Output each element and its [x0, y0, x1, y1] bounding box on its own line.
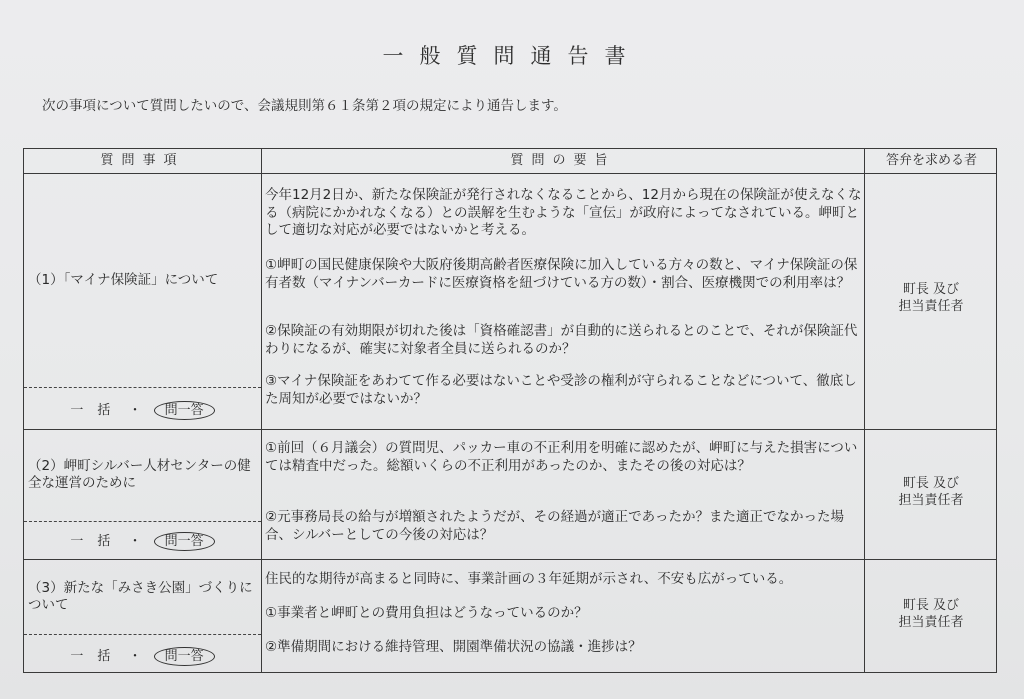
- column-divider: [261, 149, 262, 672]
- format-left: 一括: [70, 403, 125, 418]
- respondent-3: [864, 597, 998, 631]
- format-circled-option: 問一答: [154, 401, 215, 420]
- format-circled-option: 問一答: [154, 647, 215, 666]
- row3-paragraph-intro: 住民的な期待が高まると同時に、事業計画の３年延期が示され、不安も広がっている。: [265, 571, 793, 587]
- row3-paragraph-q2: ②準備期間における維持管理、開園準備状況の協議・進捗は？: [265, 639, 642, 655]
- topic-3: （3）新たな「みさき公園」づくりについて: [28, 580, 253, 613]
- format-left: 一括: [70, 534, 125, 549]
- document-title: 一般質問通告書: [382, 44, 642, 68]
- header-question-summary: 質問の要旨: [510, 153, 616, 168]
- format-divider: [24, 521, 261, 522]
- header-respondent: 答弁を求める者: [885, 153, 977, 168]
- respondent-2: [864, 475, 998, 509]
- format-left: 一括: [70, 649, 125, 664]
- answer-format-3: [24, 645, 261, 666]
- respondent-line2: 担当責任者: [898, 615, 964, 630]
- answer-format-2: [24, 530, 261, 551]
- respondent-line2: 担当責任者: [898, 493, 964, 508]
- header-question-items: 質問事項: [100, 153, 185, 168]
- row2-paragraph-q2: ②元事務局長の給与が増額されたようだが、その経過が適正であったか？また適正でなかった場合、シルバーとしての今後の対応は？: [265, 509, 844, 543]
- row1-paragraph-q1: ①岬町の国民健康保険や大阪府後期高齢者医療保険に加入している方々の数と、マイナ保険証の保有者数（マイナンバーカードに医療資格を紐づけている方の数）・割合、医療機関での利用率は？: [265, 257, 858, 291]
- topic-1: （1）「マイナ保険証」について: [28, 272, 219, 288]
- row3-paragraph-q1: ①事業者と岬町との費用負担はどうなっているのか？: [265, 605, 588, 621]
- format-dot: ・: [128, 649, 142, 664]
- format-divider: [24, 387, 261, 388]
- format-circled-option: 問一答: [154, 532, 215, 551]
- format-divider: [24, 634, 261, 635]
- respondent-1: [864, 281, 998, 315]
- row1-paragraph-q2: ②保険証の有効期限が切れた後は「資格確認書」が自動的に送られるとのことで、それが保険証代わりになるが、確実に対象者全員に送られるのか？: [265, 323, 858, 357]
- topic-2: （2）岬町シルバー人材センターの健全な運営のために: [28, 458, 251, 491]
- question-table: [23, 148, 997, 673]
- header-divider: [24, 173, 996, 174]
- format-dot: ・: [128, 403, 142, 418]
- row-divider: [24, 429, 996, 430]
- answer-format-1: [24, 399, 261, 420]
- row2-paragraph-q1: ①前回（６月議会）の質問児、パッカー車の不正利用を明確に認めたが、岬町に与えた損害については精査中だった。総額いくらの不正利用があったのか、またその後の対応は？: [265, 440, 858, 474]
- respondent-line1: 町長 及び: [902, 282, 960, 297]
- respondent-line1: 町長 及び: [902, 476, 960, 491]
- respondent-line1: 町長 及び: [902, 598, 960, 613]
- row1-paragraph-q3: ③マイナ保険証をあわてて作る必要はないことや受診の権利が守られることなどについて、徹底した周知が必要ではないか？: [265, 373, 857, 407]
- format-dot: ・: [128, 534, 142, 549]
- intro-text: 次の事項について質問したいので、会議規則第６１条第２項の規定により通告します。: [42, 98, 567, 114]
- respondent-line2: 担当責任者: [898, 299, 964, 314]
- row-divider: [24, 559, 996, 560]
- row1-paragraph-intro: 今年12月2日か、新たな保険証が発行されなくなることから、12月から現在の保険証が使えなくなる（病院にかかれなくなる）との誤解を生むような「宣伝」が政府によってなされている。岬町として適切な対応が必要ではないかと考える。: [265, 187, 862, 238]
